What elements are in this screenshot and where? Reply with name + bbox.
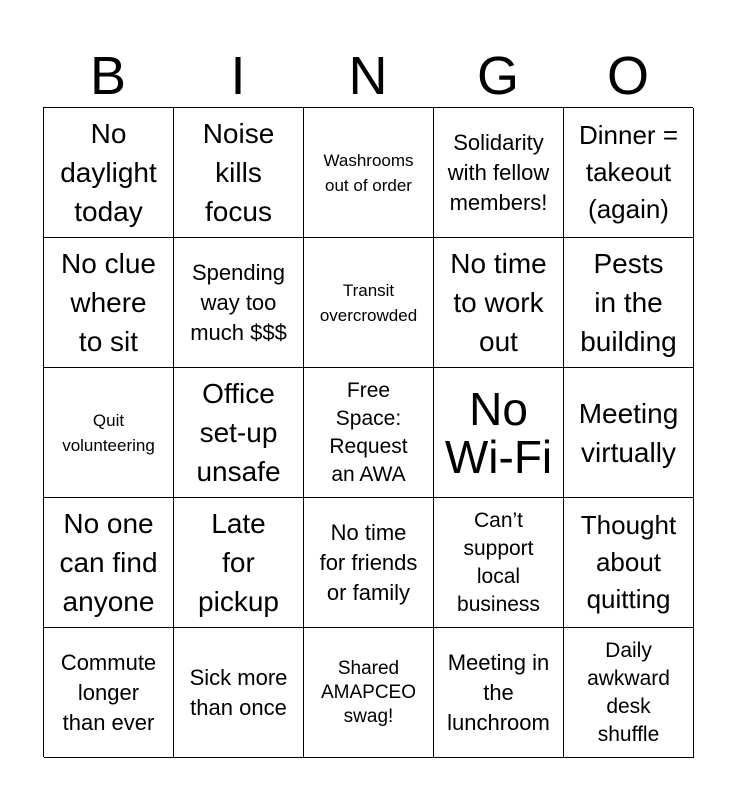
bingo-cell-free-space[interactable] bbox=[304, 368, 434, 498]
cell-text: Solidarity with fellow members! bbox=[447, 129, 550, 215]
bingo-cell-r4c4[interactable] bbox=[434, 498, 564, 628]
cell-text: No Wi-Fi bbox=[444, 382, 553, 483]
bingo-cell-r1c3[interactable] bbox=[304, 108, 434, 238]
bingo-cell-r5c4[interactable] bbox=[434, 628, 564, 758]
cell-text: Can’t support local business bbox=[457, 508, 540, 616]
bingo-cell-r2c1[interactable] bbox=[44, 238, 174, 368]
bingo-cell-r1c5[interactable] bbox=[564, 108, 694, 238]
bingo-cell-r3c2[interactable] bbox=[174, 368, 304, 498]
cell-text: Meeting virtually bbox=[578, 397, 679, 468]
cell-text: No clue where to sit bbox=[61, 248, 156, 357]
bingo-cell-r3c1[interactable] bbox=[44, 368, 174, 498]
cell-text: Dinner = takeout (again) bbox=[579, 120, 678, 224]
cell-text: Commute longer than ever bbox=[60, 649, 157, 735]
bingo-cell-r2c2[interactable] bbox=[174, 238, 304, 368]
header-letter-g: G bbox=[476, 46, 519, 106]
cell-text: No time to work out bbox=[450, 248, 547, 357]
bingo-cell-r4c1[interactable] bbox=[44, 498, 174, 628]
cell-text: Noise kills focus bbox=[202, 118, 275, 227]
cell-text: No daylight today bbox=[60, 118, 157, 227]
cell-text: No time for friends or family bbox=[319, 519, 418, 605]
bingo-cell-r4c2[interactable] bbox=[174, 498, 304, 628]
cell-text: Transit overcrowded bbox=[319, 280, 418, 325]
bingo-cell-r5c1[interactable] bbox=[44, 628, 174, 758]
cell-text: Free Space: Request an AWA bbox=[329, 378, 408, 486]
bingo-header bbox=[43, 44, 693, 108]
cell-text: Late for pickup bbox=[198, 508, 279, 617]
bingo-cell-r4c3[interactable] bbox=[304, 498, 434, 628]
cell-text: Pests in the building bbox=[580, 248, 677, 357]
bingo-cell-r1c1[interactable] bbox=[44, 108, 174, 238]
cell-text: Washrooms out of order bbox=[323, 150, 414, 195]
cell-text: Quit volunteering bbox=[62, 410, 155, 455]
bingo-cell-r5c3[interactable] bbox=[304, 628, 434, 758]
cell-text: Spending way too much $$$ bbox=[190, 259, 287, 345]
cell-text: Office set-up unsafe bbox=[196, 378, 281, 487]
cell-text: Daily awkward desk shuffle bbox=[587, 638, 670, 746]
bingo-cell-r1c4[interactable] bbox=[434, 108, 564, 238]
bingo-cell-r2c3[interactable] bbox=[304, 238, 434, 368]
cell-text: No one can find anyone bbox=[59, 508, 158, 617]
cell-text: Shared AMAPCEO swag! bbox=[320, 657, 417, 727]
bingo-cell-r2c5[interactable] bbox=[564, 238, 694, 368]
bingo-cell-r1c2[interactable] bbox=[174, 108, 304, 238]
bingo-cell-r2c4[interactable] bbox=[434, 238, 564, 368]
bingo-cell-r4c5[interactable] bbox=[564, 498, 694, 628]
header-letter-o: O bbox=[606, 46, 649, 106]
bingo-cell-r5c2[interactable] bbox=[174, 628, 304, 758]
header-letter-i: I bbox=[230, 46, 246, 106]
header-letter-n: N bbox=[348, 46, 388, 106]
bingo-card-grid bbox=[43, 107, 693, 757]
bingo-cell-r3c4[interactable] bbox=[434, 368, 564, 498]
bingo-cell-r5c5[interactable] bbox=[564, 628, 694, 758]
cell-text: Meeting in the lunchroom bbox=[447, 649, 550, 735]
bingo-cell-r3c5[interactable] bbox=[564, 368, 694, 498]
header-letter-b: B bbox=[89, 46, 127, 106]
cell-text: Sick more than once bbox=[189, 664, 288, 720]
cell-text: Thought about quitting bbox=[580, 510, 677, 614]
